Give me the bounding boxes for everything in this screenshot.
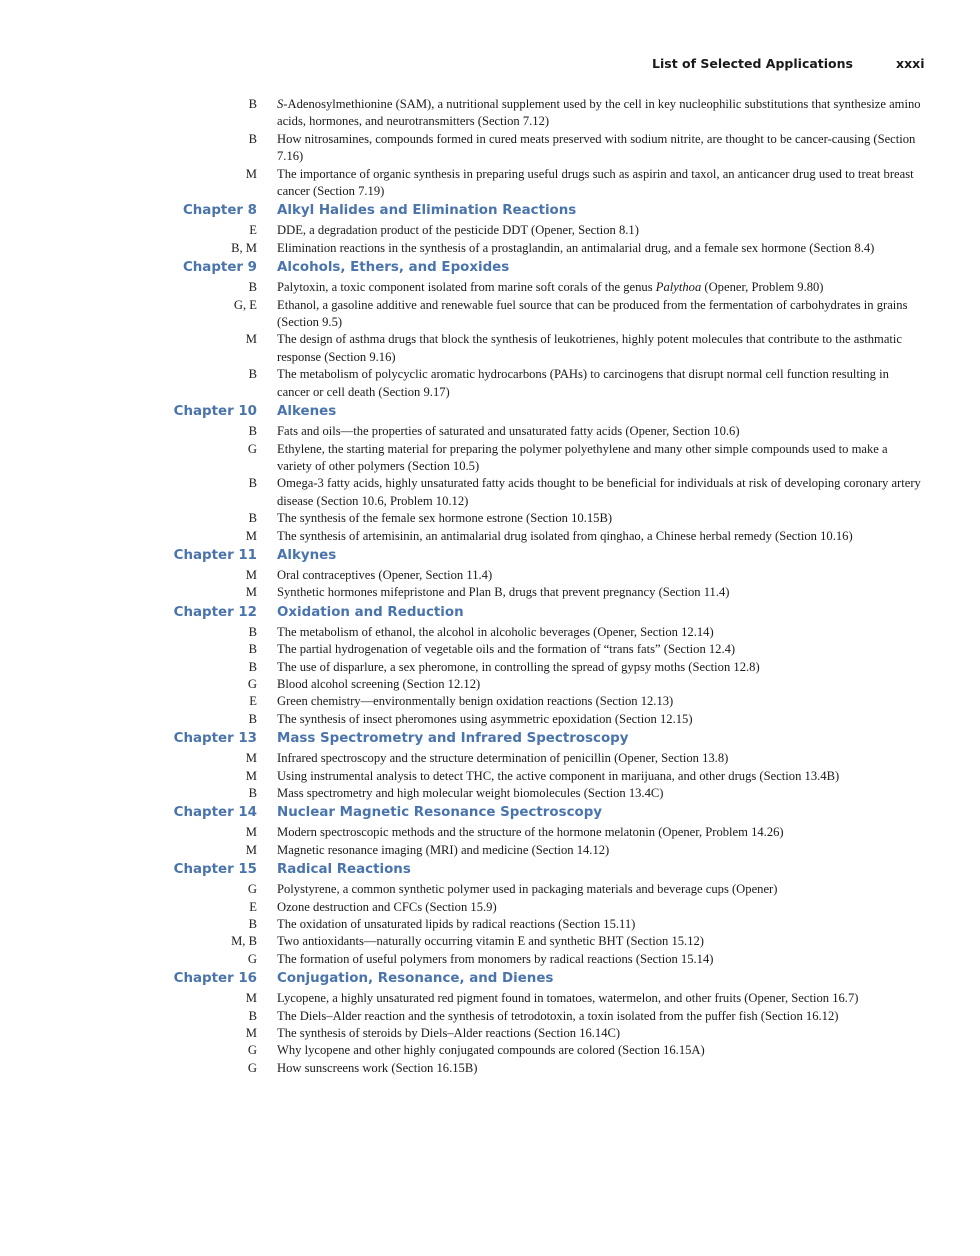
application-entry [0, 641, 980, 658]
application-entry [0, 1008, 980, 1025]
application-text: The importance of organic synthesis in preparing useful drugs such as aspirin and taxol, an anticancer drug used to treat breast cancer (Section 7.19) [277, 166, 914, 199]
application-entry [0, 1042, 980, 1059]
category-code: B [248, 367, 257, 382]
chapter-heading [0, 862, 980, 881]
category-code: B [248, 642, 257, 657]
application-entry [0, 584, 980, 601]
application-entry [0, 331, 980, 366]
chapter-label: Chapter 16 [173, 971, 257, 987]
application-entry [0, 510, 980, 527]
application-text: Polystyrene, a common synthetic polymer used in packaging materials and beverage cups (Opener) [277, 882, 778, 897]
running-head-title: List of Selected Applications [652, 56, 853, 71]
chapters-container [0, 203, 980, 1077]
category-code: M [245, 585, 257, 600]
category-code: G [247, 951, 257, 966]
category-code: G [247, 441, 257, 456]
application-text: Magnetic resonance imaging (MRI) and medicine (Section 14.12) [277, 842, 610, 857]
application-text: Green chemistry—environmentally benign oxidation reactions (Section 12.13) [277, 694, 674, 709]
application-entry [0, 297, 980, 332]
application-text: Lycopene, a highly unsaturated red pigment found in tomatoes, watermelon, and other fruits (Opener, Section 16.7) [277, 991, 859, 1006]
category-code: M [245, 842, 257, 857]
application-entry [0, 528, 980, 545]
application-entry [0, 785, 980, 802]
italic-text: S [277, 97, 284, 111]
application-entry [0, 475, 980, 510]
chapter-label: Chapter 8 [182, 203, 257, 219]
application-entry [0, 659, 980, 676]
category-code: B [248, 1008, 257, 1023]
application-entry [0, 624, 980, 641]
italic-text: Palythoa [655, 280, 702, 295]
chapter-title: Alkenes [277, 404, 337, 420]
application-entry [0, 842, 980, 859]
category-code: M [245, 166, 257, 181]
application-entry [0, 676, 980, 693]
application-text: The synthesis of steroids by Diels–Alder reactions (Section 16.14C) [277, 1026, 621, 1041]
chapter-heading [0, 203, 980, 222]
category-code: B [248, 711, 257, 726]
application-text: Omega-3 fatty acids, highly unsaturated fatty acids thought to be beneficial for individuals at risk of developing coronary artery disease (Section 10.6, Problem 10.12) [277, 476, 921, 508]
application-entry [0, 1060, 980, 1077]
application-text: Mass spectrometry and high molecular weight biomolecules (Section 13.4C) [277, 786, 664, 800]
applications-list [0, 96, 980, 1077]
application-text: Blood alcohol screening (Section 12.12) [277, 676, 481, 691]
category-code: M [245, 332, 257, 347]
application-text: Ozone destruction and CFCs (Section 15.9) [277, 899, 497, 914]
category-code: B [248, 624, 257, 639]
application-entry [0, 441, 980, 476]
application-entry [0, 166, 980, 201]
category-code: B [248, 917, 257, 932]
application-entry [0, 951, 980, 968]
application-entry [0, 1025, 980, 1042]
application-text: Ethylene, the starting material for preparing the polymer polyethylene and many other simple compounds used to make a variety of other polymers (Section 10.5) [277, 441, 888, 473]
application-text: The metabolism of polycyclic aromatic hydrocarbons (PAHs) to carcinogens that disrupt normal cell function resulting in cancer or cell death (Section 9.17) [277, 367, 889, 399]
application-entry [0, 567, 980, 584]
category-code: B [248, 786, 257, 800]
category-code: M [245, 528, 257, 543]
chapter-title: Alcohols, Ethers, and Epoxides [277, 260, 510, 276]
application-text: Palytoxin, a toxic component isolated from marine soft corals of the genus Palythoa (Opener, Problem 9.80) [277, 280, 824, 295]
application-text: How nitrosamines, compounds formed in cured meats preserved with sodium nitrite, are thought to be cancer-causing (Section 7.16) [277, 131, 916, 164]
running-head [0, 56, 980, 74]
category-code: B [248, 97, 257, 111]
application-entry [0, 750, 980, 767]
chapter-heading [0, 548, 980, 567]
chapter-title: Oxidation and Reduction [277, 604, 464, 620]
category-code: M [245, 768, 257, 783]
application-text: The use of disparlure, a sex pheromone, in controlling the spread of gypsy moths (Section 12.8) [277, 659, 760, 674]
application-entry [0, 933, 980, 950]
application-text: The metabolism of ethanol, the alcohol in alcoholic beverages (Opener, Section 12.14) [277, 624, 714, 639]
page-number: xxxi [896, 56, 925, 71]
application-text: How sunscreens work (Section 16.15B) [277, 1060, 478, 1075]
category-code: M, B [231, 934, 257, 949]
chapter-heading [0, 605, 980, 624]
category-code: B [248, 511, 257, 526]
application-entry [0, 96, 980, 131]
chapter-label: Chapter 13 [173, 731, 257, 747]
application-text: Using instrumental analysis to detect THC, the active component in marijuana, and other drugs (Section 13.4B) [277, 768, 840, 783]
category-code: E [249, 223, 257, 238]
application-text: DDE, a degradation product of the pesticide DDT (Opener, Section 8.1) [277, 223, 639, 238]
application-entry [0, 916, 980, 933]
chapter-title: Alkynes [277, 547, 337, 563]
category-code: G [247, 1043, 257, 1058]
application-text: The design of asthma drugs that block the synthesis of leukotrienes, highly potent molecules that contribute to the asthmatic response (Section 9.16) [277, 332, 903, 364]
category-code: G, E [233, 297, 257, 312]
application-text: The partial hydrogenation of vegetable oils and the formation of “trans fats” (Section 12.4) [277, 642, 736, 657]
application-text: Synthetic hormones mifepristone and Plan B, drugs that prevent pregnancy (Section 11.4) [277, 585, 730, 600]
category-code: M [245, 991, 257, 1006]
category-code: M [245, 825, 257, 840]
application-text: The Diels–Alder reaction and the synthesis of tetrodotoxin, a toxin isolated from the puffer fish (Section 16.12) [277, 1008, 839, 1023]
chapter-label: Chapter 12 [173, 604, 257, 620]
chapter-label: Chapter 10 [173, 404, 257, 420]
chapter-heading [0, 971, 980, 990]
chapter-title: Mass Spectrometry and Infrared Spectroscopy [277, 731, 629, 747]
category-code: M [245, 567, 257, 582]
chapter-title: Radical Reactions [277, 862, 411, 878]
category-code: M [245, 751, 257, 766]
application-entry [0, 366, 980, 401]
category-code: E [249, 694, 257, 709]
application-text: Why lycopene and other highly conjugated compounds are colored (Section 16.15A) [277, 1043, 705, 1058]
application-entry [0, 279, 980, 296]
application-entry [0, 423, 980, 440]
category-code: B [248, 476, 257, 491]
chapter-label: Chapter 14 [173, 805, 257, 821]
application-entry [0, 824, 980, 841]
category-code: G [247, 1060, 257, 1075]
category-code: G [247, 882, 257, 897]
chapter-title: Conjugation, Resonance, and Dienes [277, 971, 554, 987]
application-text: The oxidation of unsaturated lipids by radical reactions (Section 15.11) [277, 917, 636, 932]
application-text: Fats and oils—the properties of saturated and unsaturated fatty acids (Opener, Section 10.6) [277, 424, 740, 439]
application-text: Two antioxidants—naturally occurring vitamin E and synthetic BHT (Section 15.12) [277, 934, 704, 949]
chapter-title: Alkyl Halides and Elimination Reactions [277, 203, 577, 219]
category-code: E [249, 899, 257, 914]
application-entry [0, 131, 980, 166]
application-entry [0, 899, 980, 916]
application-entry [0, 711, 980, 728]
category-code: G [247, 676, 257, 691]
category-code: B [248, 131, 257, 146]
chapter-label: Chapter 15 [173, 862, 257, 878]
category-code: B [248, 424, 257, 439]
chapter-heading [0, 260, 980, 279]
category-code: B [248, 659, 257, 674]
category-code: B, M [231, 240, 257, 255]
application-text: The synthesis of artemisinin, an antimalarial drug isolated from qinghao, a Chinese herbal remedy (Section 10.16) [277, 528, 853, 543]
application-text: The synthesis of the female sex hormone estrone (Section 10.15B) [277, 511, 613, 526]
application-text: Oral contraceptives (Opener, Section 11.4) [277, 567, 493, 582]
application-text: Modern spectroscopic methods and the structure of the hormone melatonin (Opener, Problem 14.26) [277, 825, 784, 840]
chapter-label: Chapter 9 [182, 260, 257, 276]
chapter-heading [0, 731, 980, 750]
application-entry [0, 240, 980, 257]
application-text: S-Adenosylmethionine (SAM), a nutritional supplement used by the cell in key nucleophilic substitutions that synthesize amino acids, hormones, and neurotransmitters (Section 7.12) [277, 97, 921, 129]
application-text: The synthesis of insect pheromones using asymmetric epoxidation (Section 12.15) [277, 711, 693, 726]
chapter-title: Nuclear Magnetic Resonance Spectroscopy [277, 805, 603, 821]
category-code: M [245, 1026, 257, 1041]
chapter-label: Chapter 11 [173, 547, 257, 563]
application-text: Ethanol, a gasoline additive and renewable fuel source that can be produced from the fermentation of carbohydrates in grains (Section 9.5) [277, 297, 908, 330]
application-entry [0, 768, 980, 785]
chapter-heading [0, 805, 980, 824]
application-text: Elimination reactions in the synthesis of a prostaglandin, an antimalarial drug, and a female sex hormone (Section 8.4) [277, 240, 875, 255]
application-text: Infrared spectroscopy and the structure determination of penicillin (Opener, Section 13.8) [277, 751, 729, 766]
application-entry [0, 693, 980, 710]
continued-entries [0, 96, 980, 200]
application-entry [0, 990, 980, 1007]
application-text: The formation of useful polymers from monomers by radical reactions (Section 15.14) [277, 951, 714, 966]
category-code: B [248, 280, 257, 295]
application-entry [0, 222, 980, 239]
chapter-heading [0, 404, 980, 423]
application-entry [0, 881, 980, 898]
